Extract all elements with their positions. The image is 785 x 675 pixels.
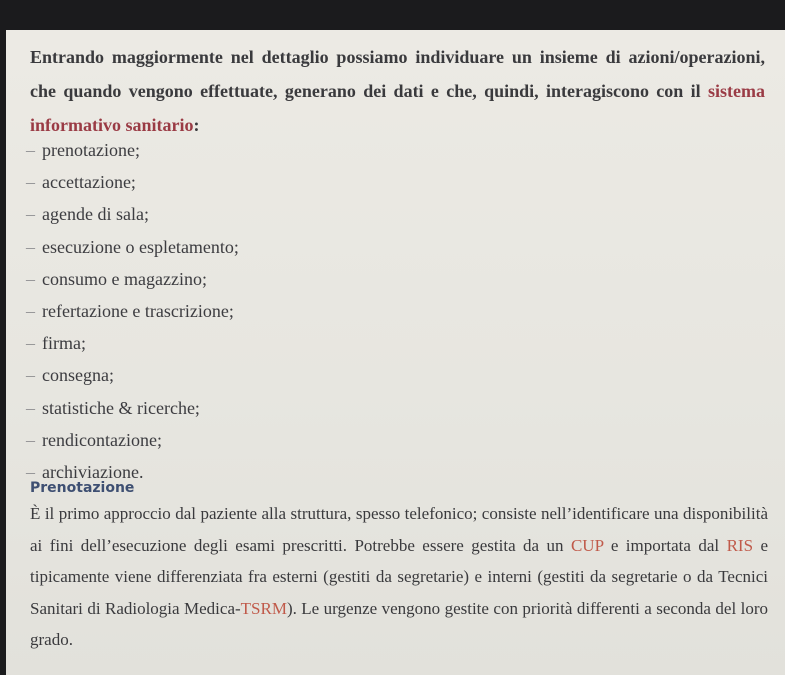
list-item-label: consegna;: [42, 365, 114, 386]
list-item-label: rendicontazione;: [42, 429, 162, 450]
para-text-4: ). Le urgenze vengono gestite con priorità differenti a seconda del loro grado.: [30, 598, 768, 649]
intro-text: Entrando maggiormente nel dettaglio possiamo individuare un insieme di azioni/operazioni, che quando vengono effettuate, generano dei dati e che, quindi, interagiscono con il: [30, 47, 765, 101]
list-dash: –: [26, 140, 35, 160]
list-dash: –: [26, 429, 35, 450]
operations-list: [26, 134, 239, 488]
list-dash: –: [26, 365, 35, 386]
list-item-label: refertazione e trascrizione;: [42, 300, 234, 321]
list-item-label: consumo e magazzino;: [42, 268, 207, 289]
list-dash: –: [26, 268, 35, 289]
list-dash: –: [26, 333, 35, 354]
list-item: [26, 263, 239, 295]
list-dash: –: [26, 397, 35, 418]
list-item: [26, 231, 239, 263]
list-dash: –: [26, 461, 35, 482]
list-item-label: statistiche & ricerche;: [42, 397, 200, 418]
acronym-ris: RIS: [726, 535, 754, 555]
para-text-1: È il primo approccio dal paziente alla struttura, spesso telefonico; consiste nell’identificare una disponibilità ai fini dell’esecuzione degli esami prescritti. Potrebbe essere gestita da un: [30, 504, 768, 555]
list-item-label: firma;: [42, 333, 86, 354]
list-dash: –: [26, 204, 35, 225]
list-item: [26, 424, 239, 456]
para-text-2: e importata dal: [603, 535, 727, 555]
list-item: [26, 327, 239, 359]
para-text-3: e tipicamente viene differenziata fra esterni (gestiti da segretarie) e interni (gestiti da segretarie o da Tecnici Sanitari di Radiologia Medica-: [30, 535, 768, 618]
list-item: [26, 166, 239, 198]
list-item-label: accettazione;: [42, 172, 136, 193]
acronym-tsrm: TSRM: [240, 598, 287, 618]
list-item: [26, 359, 239, 391]
section-paragraph: [30, 498, 768, 656]
list-item-label: archiviazione.: [42, 461, 144, 482]
list-dash: –: [26, 172, 35, 193]
list-dash: –: [26, 236, 35, 257]
section-heading: Prenotazione: [30, 480, 135, 496]
list-item: [26, 134, 239, 166]
intro-paragraph: [30, 40, 765, 142]
list-item: [26, 295, 239, 327]
list-item-label: agende di sala;: [42, 204, 149, 225]
intro-colon: :: [193, 115, 200, 135]
list-item-label: prenotazione;: [42, 140, 140, 160]
intro-highlight: sistema informativo sanitario: [30, 81, 765, 135]
list-item-label: esecuzione o espletamento;: [42, 236, 239, 257]
acronym-cup: CUP: [570, 535, 604, 555]
list-item: [26, 198, 239, 230]
list-dash: –: [26, 300, 35, 321]
list-item: [26, 392, 239, 424]
document-page: [6, 30, 785, 675]
